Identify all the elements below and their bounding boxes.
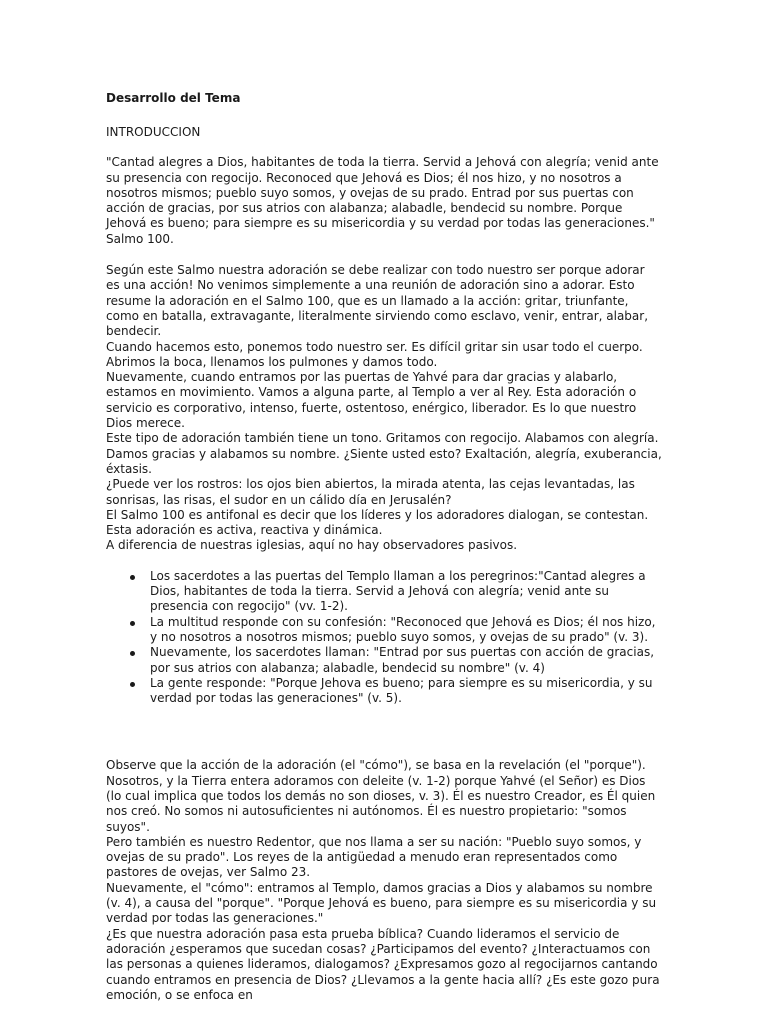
paragraph: Este tipo de adoración también tiene un tono. Gritamos con regocijo. Alabamos con alegría. Damos gracias y alabamos su nombre. ¿Siente usted esto? Exaltación, alegría, exuberancia, éxtasis. <box>106 431 662 476</box>
list-item: Nuevamente, los sacerdotes llaman: "Entrad por sus puertas con acción de gracias, por sus atrios con alabanza; alabadle, bendecid su nombre" (v. 4) <box>106 645 662 676</box>
paragraph: Nuevamente, cuando entramos por las puertas de Yahvé para dar gracias y alabarlo, estamos en movimiento. Vamos a alguna parte, al Templo a ver al Rey. Esta adoración o servicio es corporativo, intenso, fuerte, ostentoso, enérgico, liberador. Es lo que nuestro Dios merece. <box>106 370 637 431</box>
document-title: Desarrollo del Tema <box>106 91 241 105</box>
intro-heading: INTRODUCCION <box>106 125 201 139</box>
psalm-quote: "Cantad alegres a Dios, habitantes de toda la tierra. Servid a Jehová con alegría; venid ante su presencia con regocijo. Reconoced que Jehová es Dios; él nos hizo, y no nosotros a nosotros mismos; pueblo suyo somos, y ovejas de su prado. Entrad por sus puertas con acción de gracias, por sus atrios con alabanza; alabadle, bendecid su nombre. Porque Jehová es bueno; para siempre es su misericordia y su verdad por todas las generaciones." Salmo 100. <box>106 155 659 246</box>
document-page <box>106 91 662 1003</box>
list-item: La gente responde: "Porque Jehova es bueno; para siempre es su misericordia, y su verdad por todas las generaciones" (v. 5). <box>106 676 662 707</box>
list-item: Los sacerdotes a las puertas del Templo llaman a los peregrinos:"Cantad alegres a Dios, habitantes de toda la tierra. Servid a Jehová con alegría; venid ante su presencia con regocijo" (vv. 1-2). <box>106 569 662 615</box>
paragraph: A diferencia de nuestras iglesias, aquí no hay observadores pasivos. <box>106 538 518 553</box>
list-item: La multitud responde con su confesión: "Reconoced que Jehová es Dios; él nos hizo, y no nosotros a nosotros mismos; pueblo suyo somos, y ovejas de su prado" (v. 3). <box>106 615 662 646</box>
paragraph: Pero también es nuestro Redentor, que nos llama a ser su nación: "Pueblo suyo somos, y ovejas de su prado". Los reyes de la antigüedad a menudo eran representados como pastores de ovejas, ver Salmo 23. <box>106 834 642 880</box>
paragraph: El Salmo 100 es antifonal es decir que los líderes y los adoradores dialogan, se contestan. Esta adoración es activa, reactiva y dinámica. <box>106 507 649 538</box>
paragraph: Cuando hacemos esto, ponemos todo nuestro ser. Es difícil gritar sin usar todo el cuerpo. Abrimos la boca, llenamos los pulmones y damos todo. <box>106 339 643 369</box>
paragraph: ¿Es que nuestra adoración pasa esta prueba bíblica? Cuando lideramos el servicio de adoración ¿esperamos que sucedan cosas? ¿Participamos del evento? ¿Interactuamos con las personas a quienes lideramos, dialogamos? ¿Expresamos gozo al regocijarnos cantando cuando entramos en presencia de Dios? ¿Llevamos a la gente hacia allí? ¿Es este gozo pura emoción, o se enfoca en <box>106 926 660 1002</box>
paragraph: Según este Salmo nuestra adoración se debe realizar con todo nuestro ser porque adorar es una acción! No venimos simplemente a una reunión de adoración sino a adorar. Esto resume la adoración en el Salmo 100, que es un llamado a la acción: gritar, triunfante, como en batalla, extravagante, literalmente sirviendo como esclavo, venir, entrar, alabar, bendecir. <box>106 263 649 339</box>
body-paragraphs <box>106 263 662 554</box>
reflection-section <box>106 758 662 1003</box>
paragraph: Nuevamente, el "cómo": entramos al Templo, damos gracias a Dios y alabamos su nombre (v. 4), a causa del "porque". "Porque Jehová es bueno, para siempre es su misericordia y su verdad por todas las generaciones." <box>106 880 657 926</box>
paragraph: ¿Puede ver los rostros: los ojos bien abiertos, la mirada atenta, las cejas levantadas, las sonrisas, las risas, el sudor en un cálido día en Jerusalén? <box>106 477 635 507</box>
antiphonal-list <box>106 569 662 707</box>
paragraph: Observe que la acción de la adoración (el "cómo"), se basa en la revelación (el "porque"). Nosotros, y la Tierra entera adoramos con deleite (v. 1-2) porque Yahvé (el Señor) es Dios (lo cual implica que todos los demás no son dioses, v. 3). Él es nuestro Creador, es Él quien nos creó. No somos ni autosuficientes ni autónomos. Él es nuestro propietario: "somos suyos". <box>106 758 656 834</box>
